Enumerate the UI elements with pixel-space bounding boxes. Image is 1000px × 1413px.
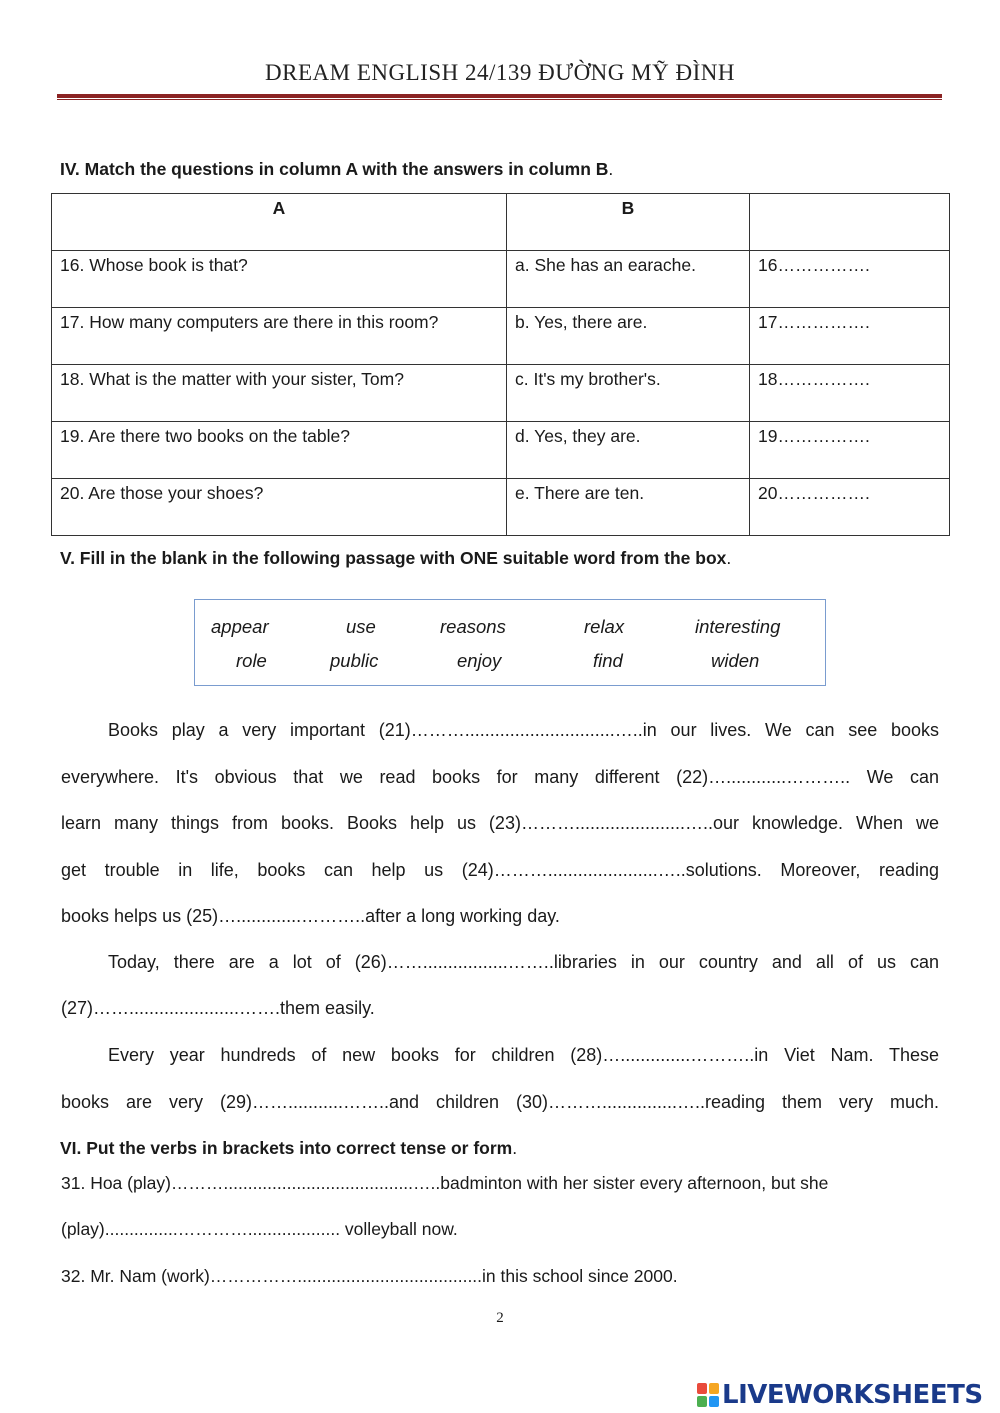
liveworksheets-logo[interactable] <box>697 1378 983 1412</box>
answer-blank[interactable]: 16……………. <box>750 251 950 308</box>
passage-line: Every year hundreds of new books for children (28)…..............………..in Viet Nam. These <box>108 1045 939 1065</box>
answer-cell: c. It's my brother's. <box>507 365 750 422</box>
page-header-title: DREAM ENGLISH 24/139 ĐƯỜNG MỸ ĐÌNH <box>265 60 735 85</box>
table-row <box>52 479 950 536</box>
exercise-line: 32. Mr. Nam (work)……………......................................in this school since 2000. <box>61 1266 678 1286</box>
passage-line: books helps us (25)….............………..after a long working day. <box>61 906 560 926</box>
answer-blank[interactable]: 19……………. <box>750 422 950 479</box>
answer-cell: e. There are ten. <box>507 479 750 536</box>
column-b-header: B <box>507 194 750 251</box>
matching-table <box>51 193 950 536</box>
word-box-item: role <box>236 650 267 671</box>
word-box-item: relax <box>584 616 625 637</box>
word-box-item: widen <box>711 650 760 671</box>
table-row <box>52 422 950 479</box>
exercise-line: (play)...............…………................... volleyball now. <box>61 1219 458 1239</box>
word-box-item: appear <box>211 616 269 637</box>
answer-blank[interactable]: 17……………. <box>750 308 950 365</box>
table-row <box>52 251 950 308</box>
answer-blank[interactable]: 18……………. <box>750 365 950 422</box>
word-box-item: use <box>346 616 376 637</box>
column-answer-header <box>750 194 950 251</box>
answer-cell: b. Yes, there are. <box>507 308 750 365</box>
passage-line: Books play a very important (21)………..............................…..in our lives. We can see books <box>108 720 939 740</box>
passage-line: Today, there are a lot of (26)…….................……..libraries in our country and all of us can <box>108 952 939 972</box>
passage-line: learn many things from books. Books help us (23)………......................…..our knowledge. When we <box>61 813 939 833</box>
brand-name: LIVEWORKSHEETS <box>722 1380 983 1410</box>
table-header-row <box>52 194 950 251</box>
word-box-item: find <box>593 650 623 671</box>
word-box <box>194 599 826 686</box>
passage-line: get trouble in life, books can help us (24)………......................…..solutions. Moreover, reading <box>61 860 939 880</box>
word-box-item: enjoy <box>457 650 502 671</box>
section-6-heading: VI. Put the verbs in brackets into correct tense or form. <box>60 1138 518 1158</box>
table-row <box>52 308 950 365</box>
question-cell: 17. How many computers are there in this room? <box>52 308 507 365</box>
question-cell: 19. Are there two books on the table? <box>52 422 507 479</box>
passage-line: books are very (29)……...........……..and children (30)………...............…..reading them very much. <box>61 1092 939 1112</box>
passage-line: everywhere. It's obvious that we read books for many different (22)…............……….. We can <box>61 767 939 787</box>
exercise-line: 31. Hoa (play)……….......................................…..badminton with her sister every afternoon, but she <box>61 1173 829 1193</box>
word-box-item: reasons <box>440 616 506 637</box>
column-a-header: A <box>52 194 507 251</box>
page-number: 2 <box>496 1310 504 1326</box>
liveworksheets-icon <box>697 1383 719 1407</box>
header-rule-thin <box>57 99 942 100</box>
word-box-item: interesting <box>695 616 781 637</box>
question-cell: 16. Whose book is that? <box>52 251 507 308</box>
passage-line: (27)……......................…….them easily. <box>61 998 375 1018</box>
answer-blank[interactable]: 20……………. <box>750 479 950 536</box>
question-cell: 20. Are those your shoes? <box>52 479 507 536</box>
table-row <box>52 365 950 422</box>
section-4-heading: IV. Match the questions in column A with the answers in column B. <box>60 159 614 179</box>
word-box-item: public <box>330 650 379 671</box>
section-5-heading: V. Fill in the blank in the following passage with ONE suitable word from the box. <box>60 548 732 568</box>
answer-cell: a. She has an earache. <box>507 251 750 308</box>
answer-cell: d. Yes, they are. <box>507 422 750 479</box>
header-rule-thick <box>57 94 942 98</box>
question-cell: 18. What is the matter with your sister, Tom? <box>52 365 507 422</box>
